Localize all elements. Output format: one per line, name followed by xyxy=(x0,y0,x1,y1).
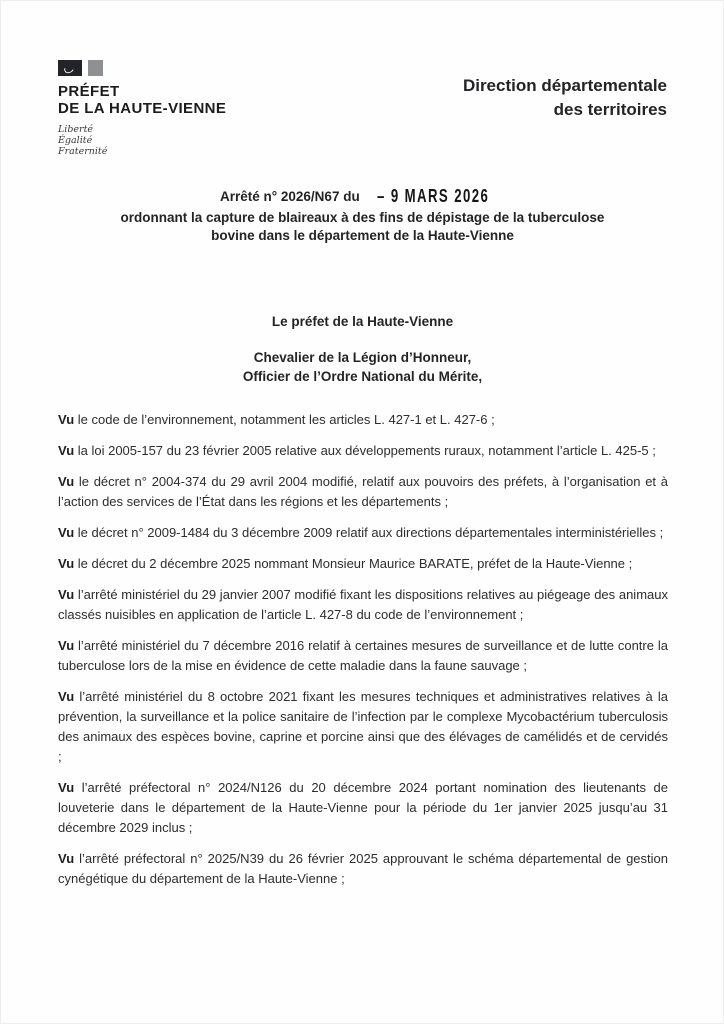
vu-paragraph xyxy=(58,554,668,574)
motto-fraternite: Fraternité xyxy=(58,146,108,157)
vu-lead: Vu xyxy=(58,638,75,653)
vu-paragraph xyxy=(58,441,668,461)
gov-logo-block xyxy=(58,60,226,157)
marianne-flag-gray-icon xyxy=(88,60,103,76)
marianne-flag-dark-icon xyxy=(58,60,82,76)
decree-subject-line2: bovine dans le département de la Haute-Vienne xyxy=(211,228,514,243)
vu-paragraph xyxy=(58,585,668,625)
vu-lead: Vu xyxy=(58,689,75,704)
motto-liberte: Liberté xyxy=(58,124,94,135)
vu-text: le décret du 2 décembre 2025 nommant Monsieur Maurice BARATE, préfet de la Haute-Vienne ; xyxy=(74,556,633,571)
vu-lead: Vu xyxy=(58,474,75,489)
vu-lead: Vu xyxy=(58,412,75,427)
honor-line1: Chevalier de la Légion d’Honneur, xyxy=(253,350,472,365)
vu-text: l’arrêté ministériel du 8 octobre 2021 fixant les mesures techniques et administratives relatives à la prévention, la surveillance et la police sanitaire de l’infection par le complexe Mycobactérium tuberculosis des animaux des espèces bovine, caprine et porcine ainsi que des élévages de camélidés et de cervidés ; xyxy=(58,689,668,764)
vu-text: l’arrêté ministériel du 29 janvier 2007 modifié fixant les dispositions relatives au piégeage des animaux classés nuisibles en application de l’article L. 427-8 du code de l’environnement ; xyxy=(58,587,668,622)
vu-paragraph xyxy=(58,472,668,512)
vu-text: le code de l’environnement, notamment les articles L. 427-1 et L. 427-6 ; xyxy=(74,412,495,427)
marianne-logo-icon xyxy=(58,60,226,76)
service-line2: des territoires xyxy=(553,100,667,119)
prefecture-name-line1: PRÉFET xyxy=(58,83,120,100)
vu-lead: Vu xyxy=(58,443,75,458)
republic-motto xyxy=(58,124,226,157)
prefecture-name xyxy=(58,83,226,117)
authority-title: Le préfet de la Haute-Vienne xyxy=(271,314,454,329)
decree-title xyxy=(58,188,667,245)
vu-paragraph xyxy=(58,636,668,676)
vu-text: la loi 2005-157 du 23 février 2005 relative aux développements ruraux, notamment l’article L. 425-5 ; xyxy=(74,443,656,458)
vu-lead: Vu xyxy=(58,556,75,571)
vu-paragraph xyxy=(58,849,668,889)
issuing-service xyxy=(463,74,667,122)
vu-lead: Vu xyxy=(58,780,75,795)
vu-paragraph xyxy=(58,778,668,838)
decree-subject-line1: ordonnant la capture de blaireaux à des fins de dépistage de la tuberculose xyxy=(120,210,605,225)
decree-number-line xyxy=(58,188,667,206)
date-stamp: – 9 MARS 2026 xyxy=(377,186,490,207)
vu-text: l’arrêté ministériel du 7 décembre 2016 relatif à certaines mesures de surveillance et de lutte contre la tuberculose lors de la mise en évidence de cette maladie dans la faune sauvage ; xyxy=(58,638,668,673)
authority-honors xyxy=(58,348,667,386)
vu-lead: Vu xyxy=(58,587,75,602)
vu-text: le décret n° 2009-1484 du 3 décembre 2009 relatif aux directions départementales interministérielles ; xyxy=(74,525,664,540)
vu-lead: Vu xyxy=(58,525,75,540)
authority-block xyxy=(58,312,667,386)
service-line1: Direction départementale xyxy=(462,76,667,95)
vu-text: l’arrêté préfectoral n° 2025/N39 du 26 février 2025 approuvant le schéma départemental de gestion cynégétique du département de la Haute-Vienne ; xyxy=(58,851,668,886)
vu-lead: Vu xyxy=(58,851,75,866)
honor-line2: Officier de l’Ordre National du Mérite, xyxy=(242,369,483,384)
motto-egalite: Égalité xyxy=(58,135,93,146)
vu-paragraphs xyxy=(58,410,668,900)
decree-number: Arrêté n° 2026/N67 du xyxy=(219,189,360,204)
vu-text: l’arrêté préfectoral n° 2024/N126 du 20 décembre 2024 portant nomination des lieutenants de louveterie dans le département de la Haute-Vienne pour la période du 1er janvier 2025 jusqu’au 31 décembre 2029 inclus ; xyxy=(58,780,668,835)
vu-text: le décret n° 2004-374 du 29 avril 2004 modifié, relatif aux pouvoirs des préfets, à l’organisation et à l’action des services de l’État dans les régions et les départements ; xyxy=(58,474,668,509)
vu-paragraph xyxy=(58,687,668,767)
vu-paragraph xyxy=(58,410,668,430)
vu-paragraph xyxy=(58,523,668,543)
prefecture-name-line2: DE LA HAUTE-VIENNE xyxy=(58,100,227,117)
